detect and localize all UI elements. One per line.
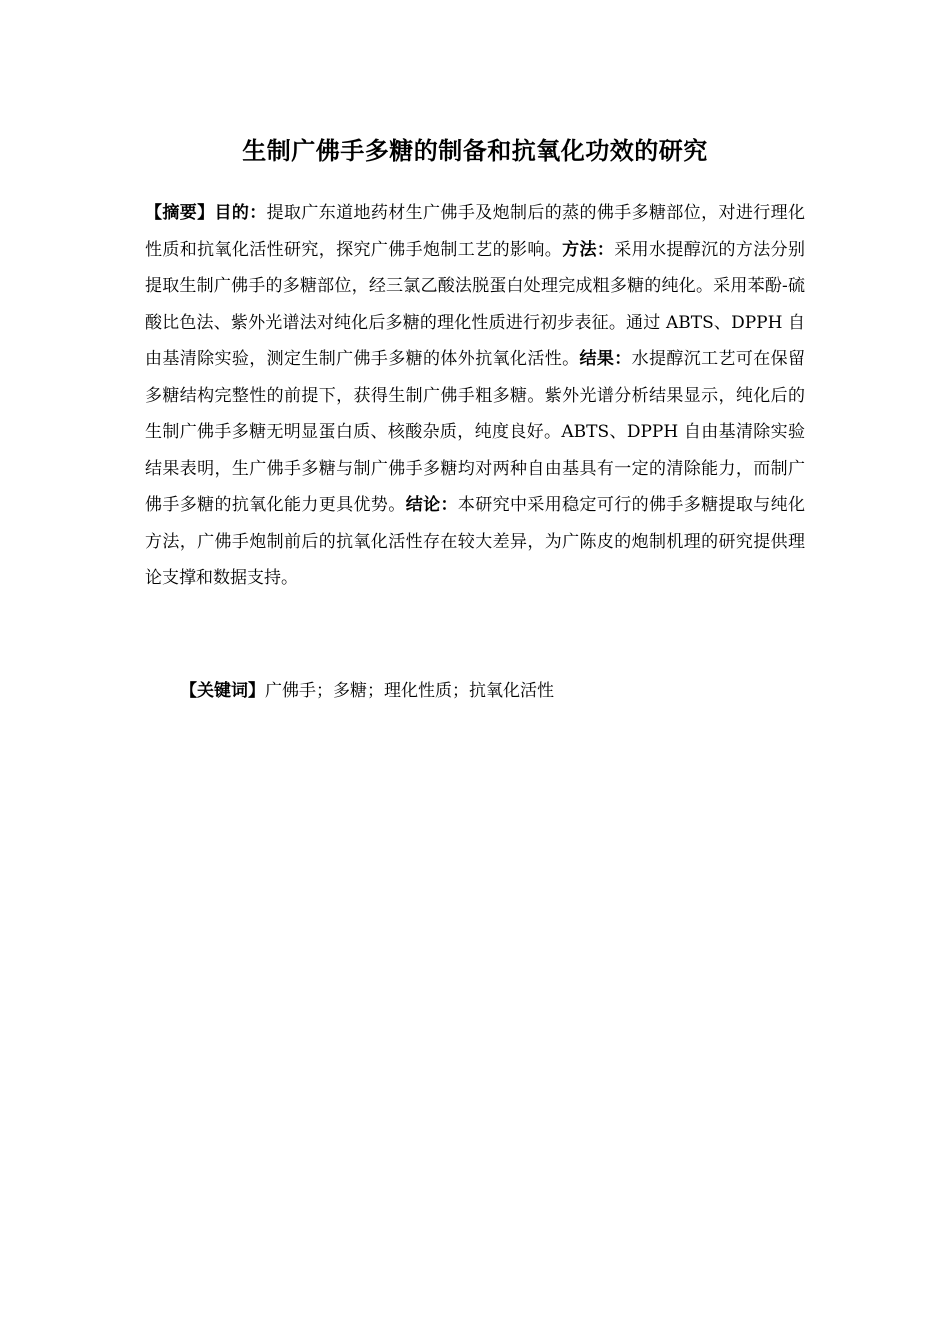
- abstract-label: 【摘要】: [145, 203, 215, 223]
- abstract-paragraph: [145, 195, 805, 597]
- keywords-label: 【关键词】: [180, 681, 265, 701]
- purpose-text: 提取广东道地药材生广佛手及炮制后的蒸的佛手多糖部位，对进行理化性质和抗氧化活性研究，探究广佛手炮制工艺的影响。: [145, 203, 806, 260]
- method-label: 方法：: [562, 239, 615, 260]
- paper-title: 生制广佛手多糖的制备和抗氧化功效的研究: [242, 137, 708, 165]
- purpose-label: 目的：: [214, 203, 267, 223]
- keywords-text: 广佛手；多糖；理化性质；抗氧化活性: [265, 681, 554, 701]
- conclusion-text: 本研究中采用稳定可行的佛手多糖提取与纯化方法，广佛手炮制前后的抗氧化活性存在较大差异，为广陈皮的炮制机理的研究提供理论支撑和数据支持。: [145, 495, 806, 588]
- conclusion-label: 结论：: [405, 495, 458, 515]
- keywords-line: [180, 676, 800, 706]
- method-text: 采用水提醇沉的方法分别提取生制广佛手的多糖部位，经三氯乙酸法脱蛋白处理完成粗多糖的纯化。采用苯酚-硫酸比色法、紫外光谱法对纯化后多糖的理化性质进行初步表征。通过 ABTS、DPPH 自由基清除实验，测定生制广佛手多糖的体外抗氧化活性。: [145, 239, 806, 369]
- result-text: 水提醇沉工艺可在保留多糖结构完整性的前提下，获得生制广佛手粗多糖。紫外光谱分析结果显示，纯化后的生制广佛手多糖无明显蛋白质、核酸杂质，纯度良好。ABTS、DPPH 自由基清除实验结果表明，生广佛手多糖与制广佛手多糖均对两种自由基具有一定的清除能力，而制广佛手多糖的抗氧化能力更具优势。: [145, 349, 806, 515]
- result-label: 结果：: [579, 349, 632, 369]
